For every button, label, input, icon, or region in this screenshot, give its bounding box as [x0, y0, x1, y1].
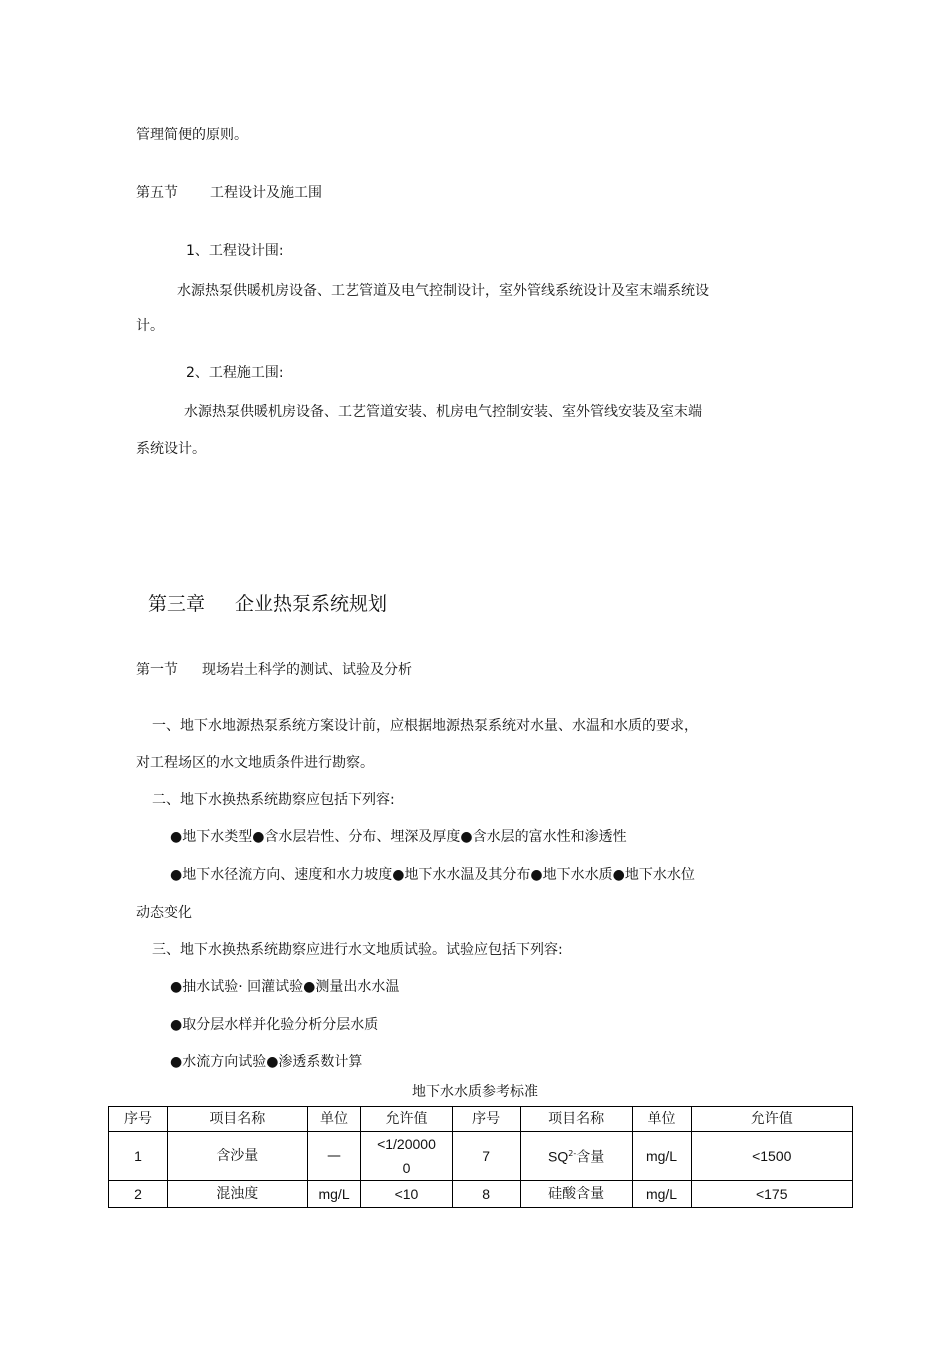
bullet-line: ●取分层水样并化验分析分层水质	[170, 1017, 379, 1033]
section-heading-1	[136, 661, 412, 679]
paragraph-text: 对工程场区的水文地质条件进行勘察。	[136, 755, 374, 771]
chapter-number: 第三章	[148, 593, 206, 615]
table-cell	[520, 1132, 632, 1181]
section-title: 现场岩土科学的测试、试验及分析	[202, 662, 412, 678]
header-cell: 单位	[632, 1107, 691, 1132]
table-header-row	[109, 1107, 853, 1132]
cell-line: 0	[402, 1160, 411, 1176]
section-number: 第一节	[136, 662, 178, 678]
table-caption: 地下水水质参考标准	[412, 1084, 538, 1100]
table-cell: 2	[109, 1181, 168, 1208]
paragraph-text: 系统设计。	[136, 441, 206, 457]
cell-line: <1/20000	[377, 1136, 436, 1152]
paragraph-text: 水源热泵供暖机房设备、工艺管道及电气控制设计，室外管线系统设计及室末端系统设	[177, 283, 709, 299]
paragraph-text: 一、地下水地源热泵系统方案设计前，应根据地源热泵系统对水量、水温和水质的要求，	[152, 718, 698, 734]
paragraph-text: 水源热泵供暖机房设备、工艺管道安装、机房电气控制安装、室外管线安装及室末端	[184, 404, 702, 420]
chapter-heading	[148, 592, 387, 616]
paragraph-text: 管理简便的原则。	[136, 127, 248, 143]
header-cell: 项目名称	[167, 1107, 307, 1132]
subheading-construction-scope: 2、工程施工围:	[186, 365, 284, 381]
table-cell	[361, 1132, 452, 1181]
header-cell: 允许值	[361, 1107, 452, 1132]
formula-text: SQ	[548, 1148, 569, 1165]
header-cell: 序号	[452, 1107, 520, 1132]
table-cell: <10	[361, 1181, 452, 1208]
table-cell: —	[307, 1132, 361, 1181]
table-cell: <175	[691, 1181, 853, 1208]
table-cell: 含沙量	[167, 1132, 307, 1181]
header-cell: 序号	[109, 1107, 168, 1132]
water-quality-table	[108, 1106, 853, 1208]
cell-text: 含量	[576, 1149, 605, 1166]
formula-superscript: 2-	[568, 1149, 577, 1159]
table-row	[109, 1132, 853, 1181]
header-cell: 允许值	[691, 1107, 853, 1132]
table-cell: mg/L	[632, 1181, 691, 1208]
table-cell: 硅酸含量	[520, 1181, 632, 1208]
bullet-line: ●水流方向试验●渗透系数计算	[170, 1054, 363, 1070]
header-cell: 项目名称	[520, 1107, 632, 1132]
table-cell: 1	[109, 1132, 168, 1181]
section-heading-5	[136, 184, 322, 202]
table-cell: mg/L	[632, 1132, 691, 1181]
section-title: 工程设计及施工围	[210, 185, 322, 201]
chapter-title: 企业热泵系统规划	[235, 593, 388, 615]
table-cell: 8	[452, 1181, 520, 1208]
table-cell: <1500	[691, 1132, 853, 1181]
header-cell: 单位	[307, 1107, 361, 1132]
table-cell: mg/L	[307, 1181, 361, 1208]
bullet-line: ●地下水类型●含水层岩性、分布、埋深及厚度●含水层的富水性和渗透性	[170, 829, 627, 845]
bullet-line: ●抽水试验· 回灌试验●测量出水水温	[170, 979, 400, 995]
table-cell: 7	[452, 1132, 520, 1181]
paragraph-text: 动态变化	[136, 905, 192, 921]
table-cell: 混浊度	[167, 1181, 307, 1208]
paragraph-text: 计。	[136, 318, 164, 334]
paragraph-text: 二、地下水换热系统勘察应包括下列容:	[152, 792, 395, 808]
paragraph-text: 三、地下水换热系统勘察应进行水文地质试验。试验应包括下列容:	[152, 942, 563, 958]
table-row	[109, 1181, 853, 1208]
section-number: 第五节	[136, 185, 178, 201]
subheading-design-scope: 1、工程设计围:	[186, 243, 284, 259]
bullet-line: ●地下水径流方向、速度和水力坡度●地下水水温及其分布●地下水水质●地下水水位	[170, 867, 695, 883]
